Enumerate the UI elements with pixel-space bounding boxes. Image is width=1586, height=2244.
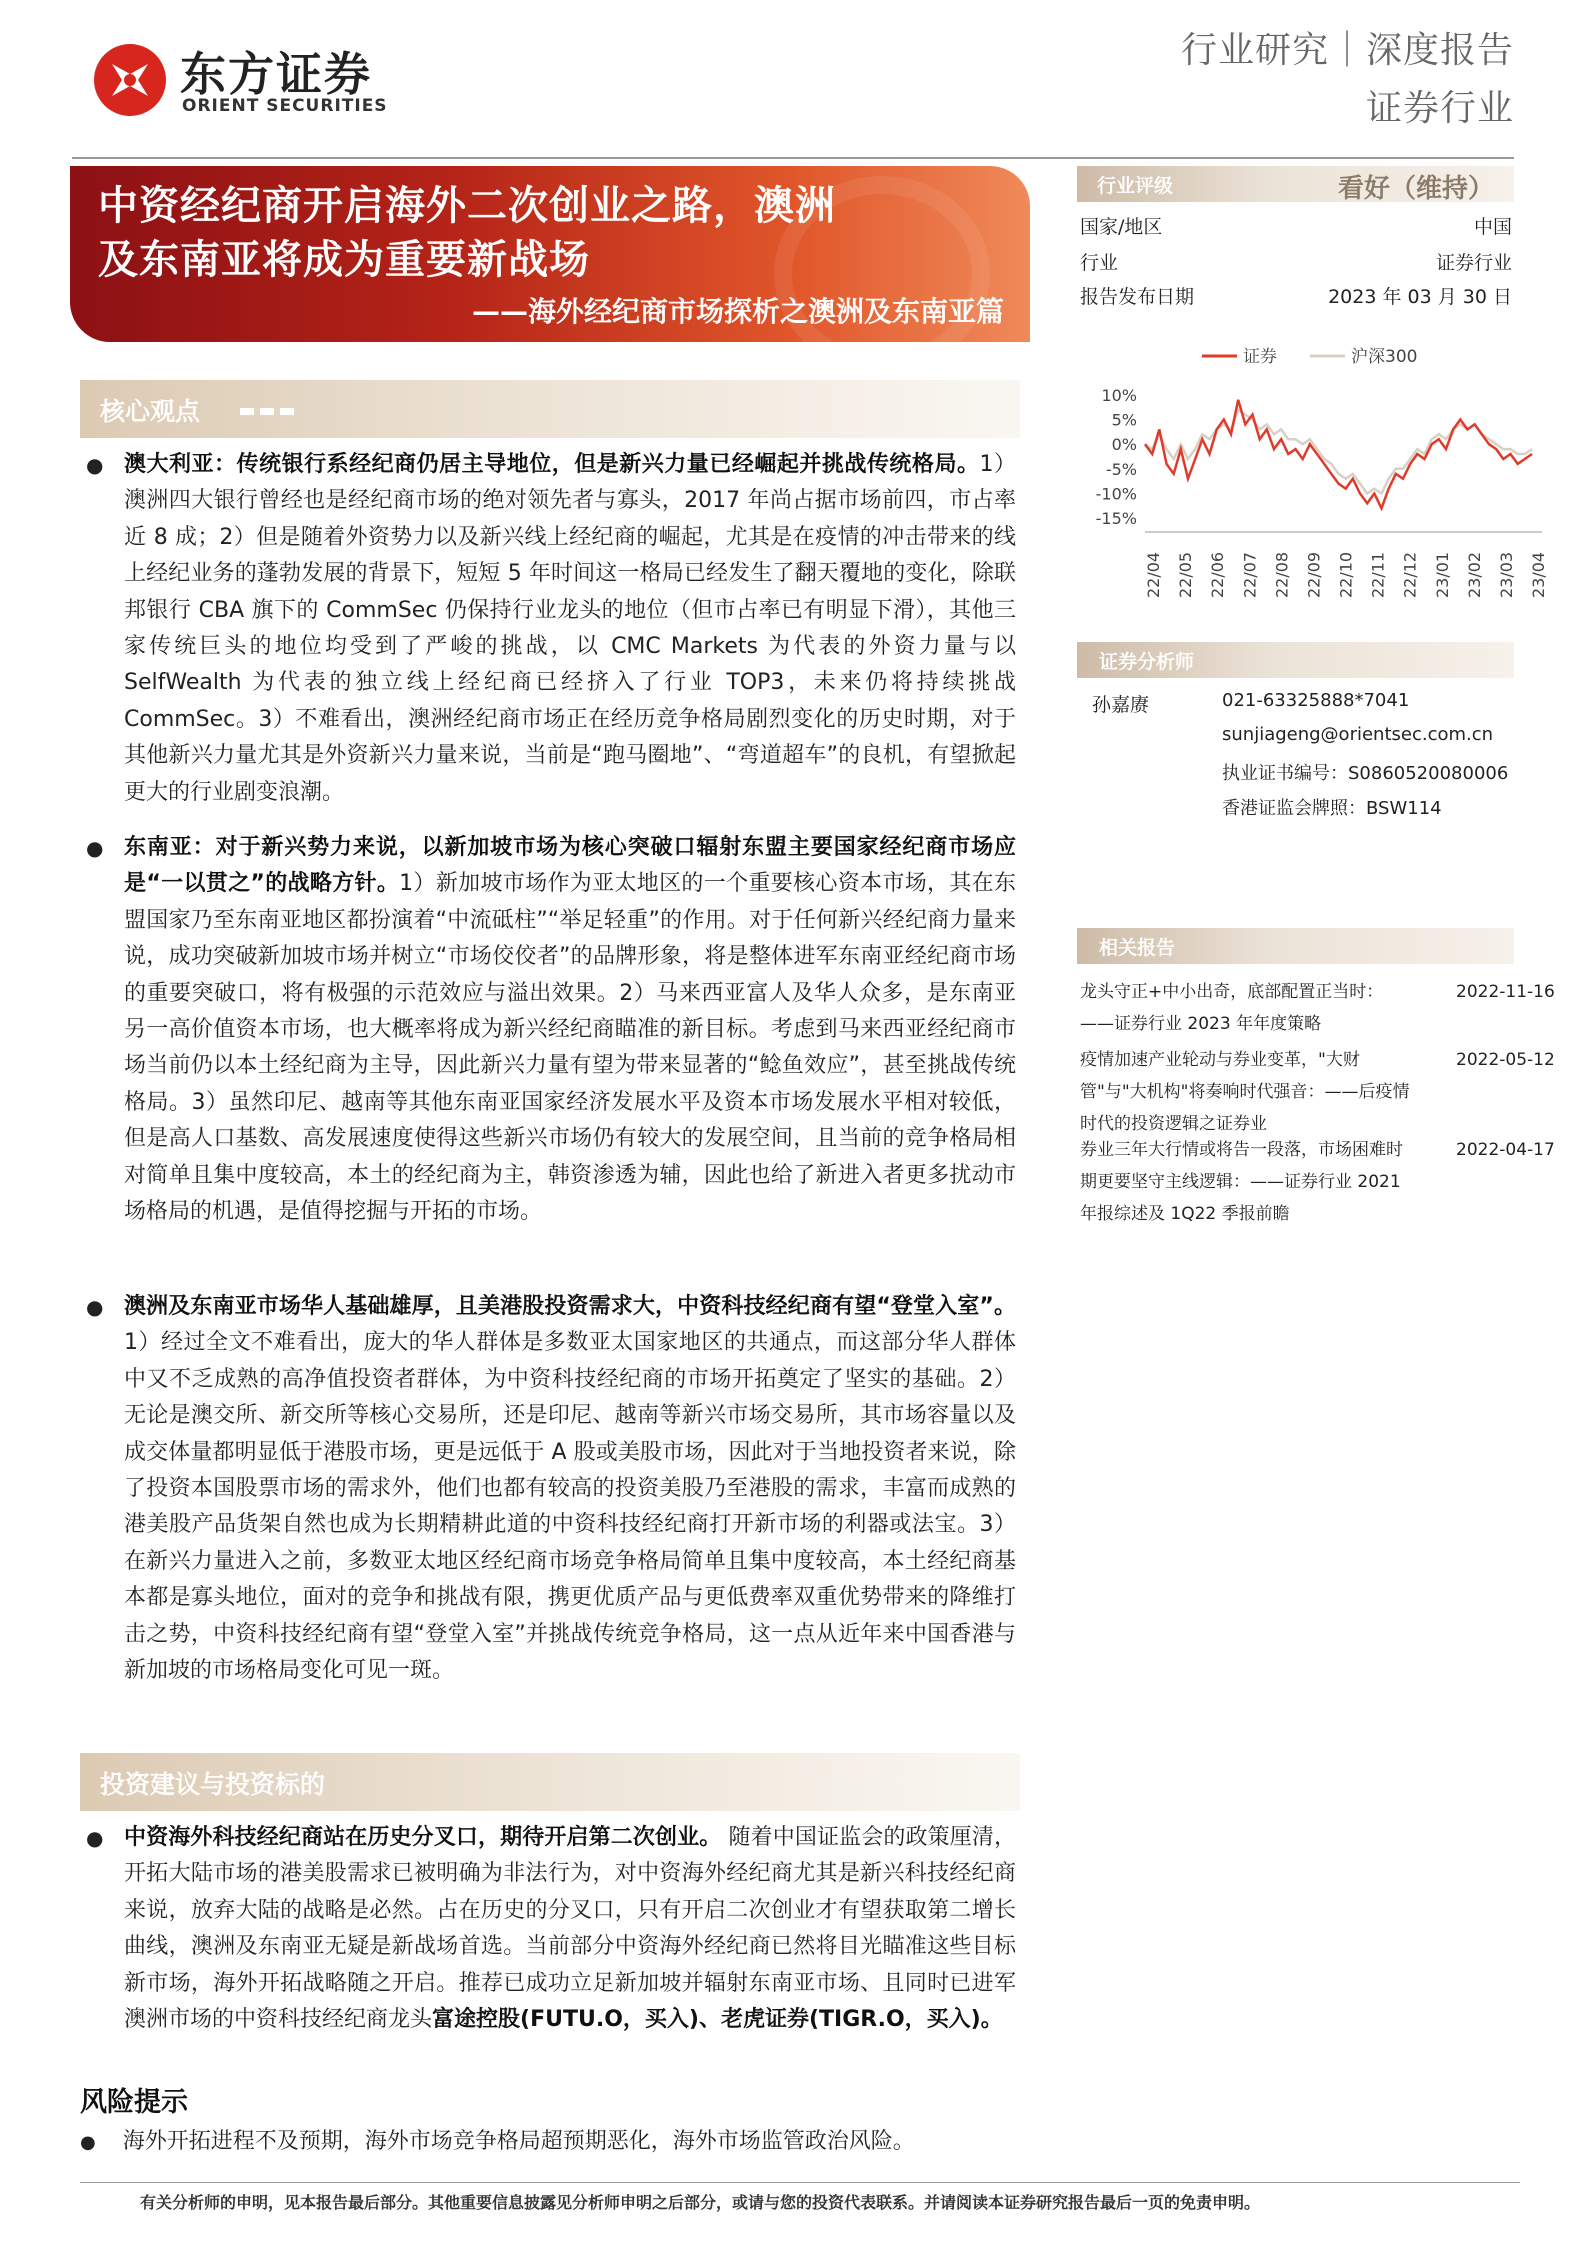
chart-legend <box>1202 347 1417 367</box>
related-report-title[interactable]: 龙头守正+中小出奇，底部配置正当时：——证券行业 2023 年年度策略 <box>1080 982 1384 1034</box>
recommended-stocks: 富途控股(FUTU.O，买入)、老虎证券(TIGR.O，买入)。 <box>432 2007 1003 2033</box>
x-tick-label: 22/11 <box>1368 551 1388 598</box>
performance-chart <box>1077 340 1557 620</box>
info-value: 中国 <box>1473 216 1512 238</box>
point-body: 1）澳洲四大银行曾经也是经纪商市场的绝对领先者与寡头，2017 年尚占据市场前四，市占率近 8 成；2）但是随着外资势力以及新兴线上经纪商的崛起，尤其是在疫情的冲击带来的线上经纪业务的蓬勃发展的背景下，短短 5 年时间这一格局已经发生了翻天覆地的变化，除联邦银行 CBA 旗下的 CommSec 仍保持行业龙头的地位（但市占率已有明显下滑），其他三家传统巨头的地位均受到了严峻的挑战，以 CMC Markets 为代表的外资力量与以 SelfWealth 为代表的独立线上经纪商已经挤入了行业 TOP3，未来仍将持续挑战 CommSec。3）不难看出，澳洲经纪商市场正在经历竞争格局剧烈变化的历史时期，对于其他新兴力量尤其是外资新兴力量来说，当前是“跑马圈地”、“弯道超车”的良机，有望掀起更大的行业剧变浪潮。 <box>124 452 1016 805</box>
logo-text-en: ORIENT SECURITIES <box>182 96 388 116</box>
legend-label-sec: 证券 <box>1243 347 1277 367</box>
info-row-date <box>1080 282 1512 312</box>
related-section-label: 相关报告 <box>1099 937 1176 959</box>
report-type: 行业研究｜深度报告 <box>1180 30 1514 71</box>
invest-section-label: 投资建议与投资标的 <box>100 1770 326 1799</box>
point-body: 1）经过全文不难看出，庞大的华人群体是多数亚太国家地区的共通点，而这部分华人群体中又不乏成熟的高净值投资者群体，为中资科技经纪商的市场开拓奠定了坚实的基础。2）无论是澳交所、新交所等核心交易所，还是印尼、越南等新兴市场交易所，其市场容量以及成交体量都明显低于港股市场，更是远低于 A 股或美股市场，因此对于当地投资者来说，除了投资本国股票市场的需求外，他们也都有较高的投资美股乃至港股的需求，丰富而成熟的港美股产品货架自然也成为长期精耕此道的中资科技经纪商打开新市场的利器或法宝。3）在新兴力量进入之前，多数亚太地区经纪商市场竞争格局简单且集中度较高，本土经纪商基本都是寡头地位，面对的竞争和挑战有限，携更优质产品与更低费率双重优势带来的降维打击之势，中资科技经纪商有望“登堂入室”并挑战传统竞争格局，这一点从近年来中国香港与新加坡的市场格局变化可见一斑。 <box>124 1330 1016 1684</box>
invest-section-bar <box>80 1753 1020 1811</box>
risk-body: 海外开拓进程不及预期，海外市场竞争格局超预期恶化，海外市场监管政治风险。 <box>122 2129 915 2154</box>
related-report-title[interactable]: 券业三年大行情或将告一段落，市场困难时期更要坚守主线逻辑：——证券行业 2021 年报综述及 1Q22 季报前瞻 <box>1080 1140 1403 1224</box>
analyst-section-label: 证券分析师 <box>1099 651 1195 673</box>
report-title-line1: 中资经纪商开启海外二次创业之路，澳洲 <box>98 183 836 229</box>
core-point-australia <box>88 447 1016 811</box>
footer-disclaimer: 有关分析师的申明，见本报告最后部分。其他重要信息披露见分析师申明之后部分，或请与您的投资代表联系。并请阅读本证券研究报告最后一页的免责申明。 <box>140 2193 1261 2212</box>
x-tick-label: 23/03 <box>1496 551 1516 598</box>
point-heading: 澳洲及东南亚市场华人基础雄厚，且美港股投资需求大，中资科技经纪商有望“登堂入室”。 <box>124 1294 1016 1319</box>
analyst-email[interactable]: sunjiageng@orientsec.com.cn <box>1222 724 1494 745</box>
chart-x-axis <box>1144 552 1548 598</box>
info-row-industry <box>1080 248 1512 278</box>
y-tick-label: -10% <box>1095 484 1137 504</box>
point-heading: 澳大利亚：传统银行系经纪商仍居主导地位，但是新兴力量已经崛起并挑战传统格局。 <box>124 452 980 477</box>
related-report-date: 2022-05-12 <box>1456 1050 1555 1070</box>
company-logo-mark <box>92 42 168 118</box>
legend-label-hs300: 沪深300 <box>1351 347 1418 367</box>
bullet-icon: ● <box>86 1826 104 1850</box>
x-tick-label: 22/04 <box>1144 551 1163 598</box>
info-value: 证券行业 <box>1435 252 1512 274</box>
bullet-icon: ● <box>80 2132 96 2153</box>
y-tick-label: 5% <box>1111 410 1137 430</box>
related-report-date: 2022-11-16 <box>1456 982 1555 1002</box>
info-key: 国家/地区 <box>1080 216 1163 238</box>
x-tick-label: 22/08 <box>1272 551 1292 598</box>
report-industry: 证券行业 <box>1365 88 1514 129</box>
section-dots-icon <box>240 408 310 416</box>
x-tick-label: 23/02 <box>1464 551 1484 598</box>
x-tick-label: 22/12 <box>1400 551 1420 598</box>
analyst-name: 孙嘉赓 <box>1092 694 1150 716</box>
chart-y-axis <box>1096 386 1542 532</box>
y-tick-label: -15% <box>1095 509 1137 529</box>
risk-title: 风险提示 <box>80 2087 188 2118</box>
core-point-chinese-brokers <box>88 1289 1016 1689</box>
x-tick-label: 23/01 <box>1432 551 1452 598</box>
bullet-icon: ● <box>86 453 104 477</box>
x-tick-label: 22/06 <box>1208 551 1228 598</box>
x-tick-label: 22/07 <box>1240 551 1260 598</box>
core-point-sea <box>88 830 1016 1230</box>
core-section-bar <box>80 380 1020 438</box>
analyst-section-bar <box>1077 642 1514 678</box>
x-tick-label: 22/05 <box>1176 551 1196 598</box>
point-heading: 中资海外科技经纪商站在历史分叉口，期待开启第二次创业。 <box>124 1825 722 1850</box>
title-banner <box>70 166 1030 342</box>
point-body: 随着中国证监会的政策厘清，开拓大陆市场的港美股需求已被明确为非法行为，对中资海外经纪商尤其是新兴科技经纪商来说，放弃大陆的战略是必然。占在历史的分叉口，只有开启二次创业才有望获取第二增长曲线，澳洲及东南亚无疑是新战场首选。当前部分中资海外经纪商已然将目光瞄准这些目标新市场，海外开拓战略随之开启。推荐已成功立足新加坡并辐射东南亚市场、且同时已进军澳洲市场的中资科技经纪商龙头 <box>124 1825 1016 2033</box>
rating-bar <box>1077 166 1514 202</box>
report-subtitle: ——海外经纪商市场探析之澳洲及东南亚篇 <box>471 295 1004 328</box>
y-tick-label: 10% <box>1101 385 1137 405</box>
analyst-hk-license: 香港证监会牌照：BSW114 <box>1222 798 1442 819</box>
invest-point <box>88 1820 1016 2038</box>
info-row-region <box>1080 212 1512 242</box>
analyst-license: 执业证书编号：S0860520080006 <box>1222 763 1509 784</box>
report-title-line2: 及东南亚将成为重要新战场 <box>98 237 590 283</box>
core-section-label: 核心观点 <box>100 397 201 426</box>
series-line-hs300 <box>1145 410 1532 494</box>
bullet-icon: ● <box>86 1295 104 1319</box>
rating-value: 看好（维持） <box>1337 174 1494 204</box>
analyst-phone: 021-63325888*7041 <box>1222 690 1410 711</box>
header-divider <box>72 157 1514 159</box>
info-value: 2023 年 03 月 30 日 <box>1328 286 1512 308</box>
series-line-securities <box>1145 400 1532 509</box>
x-tick-label: 22/09 <box>1304 551 1324 598</box>
point-body: 1）新加坡市场作为亚太地区的一个重要核心资本市场，其在东盟国家乃至东南亚地区都扮演着“中流砥柱”“举足轻重”的作用。对于任何新兴经纪商力量来说，成功突破新加坡市场并树立“市场佼佼者”的品牌形象，将是整体进军东南亚经纪商市场的重要突破口，将有极强的示范效应与溢出效果。2）马来西亚富人及华人众多，是东南亚另一高价值资本市场，也大概率将成为新兴经纪商瞄准的新目标。考虑到马来西亚经纪商市场当前仍以本土经纪商为主导，因此新兴力量有望为带来显著的“鲶鱼效应”，甚至挑战传统格局。3）虽然印尼、越南等其他东南亚国家经济发展水平及资本市场发展水平相对较低，但是高人口基数、高发展速度使得这些新兴市场仍有较大的发展空间，且当前的竞争格局相对简单且集中度较高，本土的经纪商为主，韩资渗透为辅，因此也给了新进入者更多扰动市场格局的机遇，是值得挖掘与开拓的市场。 <box>124 871 1016 1225</box>
bullet-icon: ● <box>86 836 104 860</box>
y-tick-label: -5% <box>1105 459 1137 479</box>
point-heading: 东南亚：对于新兴势力来说，以新加坡市场为核心突破口辐射东盟主要国家经纪商市场应是“一以贯之”的战略方针。 <box>124 835 1016 897</box>
related-section-bar <box>1077 928 1514 964</box>
y-tick-label: 0% <box>1111 435 1137 455</box>
footer-divider <box>80 2182 1520 2183</box>
chart-svg <box>1077 340 1557 620</box>
risk-text <box>80 2124 915 2155</box>
info-key: 报告发布日期 <box>1080 286 1195 308</box>
x-tick-label: 22/10 <box>1336 551 1356 598</box>
chart-plot <box>1145 400 1532 509</box>
info-key: 行业 <box>1080 252 1119 274</box>
related-report-title[interactable]: 疫情加速产业轮动与券业变革，"大财管"与"大机构"将奏响时代强音：——后疫情时代的投资逻辑之证券业 <box>1080 1050 1410 1134</box>
related-report-date: 2022-04-17 <box>1456 1140 1555 1160</box>
rating-label: 行业评级 <box>1097 175 1174 197</box>
logo-text-cn: 东方证券 <box>180 47 372 101</box>
x-tick-label: 23/04 <box>1529 551 1548 598</box>
